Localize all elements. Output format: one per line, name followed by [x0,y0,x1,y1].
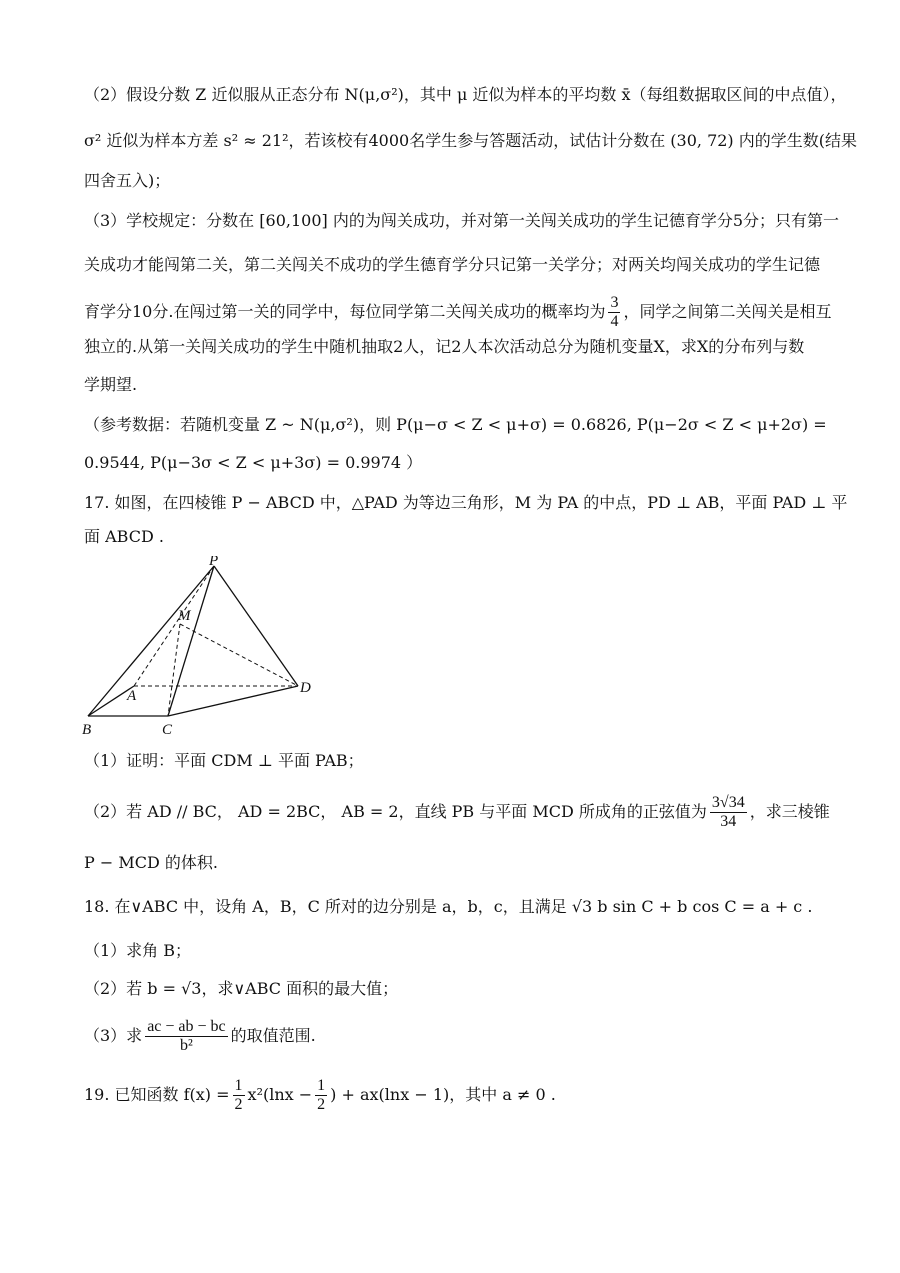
q19-middle: x²(lnx − [247,1085,313,1104]
fraction-denominator: b² [180,1037,193,1054]
q18-part3 [84,1016,820,1060]
q16-part3-line4: 独立的.从第一关闯关成功的学生中随机抽取2人，记2人本次活动总分为随机变量X，求X的分布列与数 [84,337,805,356]
edge-PB [88,566,214,716]
q17-part2-line2: P − MCD 的体积. [84,853,218,872]
q18-part3-tail: 的取值范围. [230,1026,316,1045]
fraction-numerator: 3 [610,294,619,311]
fraction-numerator: 3√34 [711,794,745,811]
half-fraction-2 [315,1077,327,1114]
q19-text: 19. 已知函数 f(x) = [84,1085,230,1104]
edge-MC [168,624,180,716]
expression-fraction [145,1018,227,1055]
q16-part3-line3 [84,292,832,336]
fraction-numerator: ac − ab − bc [147,1018,226,1035]
q16-part3-line3-text: 育学分10分.在闯过第一关的同学中，每位同学第二关闯关成功的概率均为 [84,302,606,321]
label-A: A [127,688,137,704]
edge-PD [214,566,298,686]
q16-part2-line1: （2）假设分数 Z 近似服从正态分布 N(μ,σ²)，其中 μ 近似为样本的平均数 x̄（每组数据取区间的中点值）， [84,85,847,104]
q16-part3-line1: （3）学校规定：分数在 [60,100] 内的为闯关成功，并对第一关闯关成功的学生记德育学分5分；只有第一 [84,211,840,230]
probability-fraction [608,294,620,331]
pyramid-figure [80,556,320,740]
q17-part2-line1 [84,790,830,838]
q17-part2-tail: ，求三棱锥 [749,802,830,821]
q18-part3-text: （3）求 [84,1026,143,1045]
q19-tail: ) + ax(lnx − 1)，其中 a ≠ 0 . [330,1085,556,1104]
edge-MD [180,624,298,686]
q17-stem-line1: 17. 如图，在四棱锥 P − ABCD 中，△PAD 为等边三角形，M 为 PA 的中点，PD ⊥ AB，平面 PAD ⊥ 平 [84,493,848,512]
edge-PC [168,566,214,716]
sine-value-fraction [710,794,747,831]
q16-part3-line2: 关成功才能闯第二关，第二关闯关不成功的学生德育学分只记第一关学分；对两关均闯关成功的学生记德 [84,255,821,274]
label-C: C [162,722,173,738]
q16-part3-line5: 学期望. [84,375,138,394]
label-D: D [300,680,311,696]
pyramid-diagram [80,556,320,740]
q19-stem [84,1074,820,1120]
fraction-denominator: 34 [720,813,737,830]
label-M: M [178,608,191,624]
edge-CD [168,686,298,716]
q16-reference-line2: 0.9544, P(μ−3σ < Z < μ+3σ) = 0.9974 ） [84,453,423,472]
q18-part1: （1）求角 B； [84,941,192,960]
q16-part2-line3: 四舍五入)； [84,171,171,190]
half-fraction-1 [233,1077,245,1114]
fraction-numerator: 1 [317,1077,326,1094]
fraction-denominator: 2 [317,1096,326,1113]
label-P: P [209,556,219,569]
q17-stem-line2: 面 ABCD . [84,527,164,546]
q18-stem: 18. 在∨ABC 中，设角 A，B，C 所对的边分别是 a，b，c，且满足 √3 b sin C + b cos C = a + c . [84,897,813,916]
q17-part1: （1）证明：平面 CDM ⊥ 平面 PAB； [84,751,364,770]
q16-part2-line2: σ² 近似为样本方差 s² ≈ 21²，若该校有4000名学生参与答题活动，试估计分数在 (30, 72) 内的学生数(结果 [84,131,857,150]
q16-reference-line1: （参考数据：若随机变量 Z ~ N(μ,σ²)，则 P(μ−σ < Z < μ+σ) = 0.6826, P(μ−2σ < Z < μ+2σ) = [84,415,827,434]
fraction-denominator: 2 [234,1096,243,1113]
q17-part2-text: （2）若 AD // BC， AD = 2BC， AB = 2，直线 PB 与平面 MCD 所成角的正弦值为 [84,802,707,821]
q18-part2: （2）若 b = √3，求∨ABC 面积的最大值； [84,979,399,998]
fraction-denominator: 4 [610,313,619,330]
fraction-numerator: 1 [234,1077,243,1094]
label-B: B [82,722,92,738]
q16-part3-line3-tail: ，同学之间第二关闯关是相互 [623,302,832,321]
